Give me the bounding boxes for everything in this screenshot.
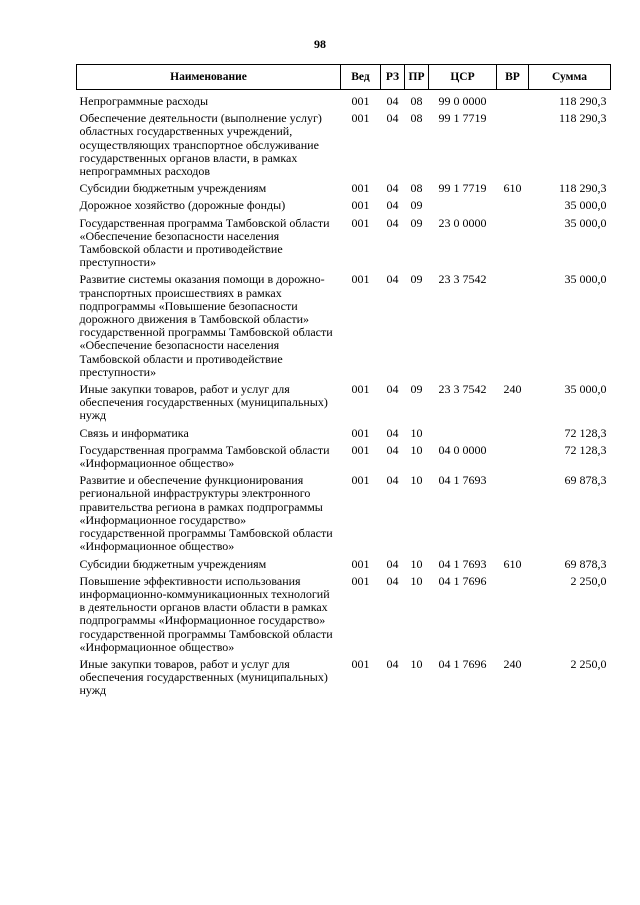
cell-vr xyxy=(497,427,529,444)
cell-sum: 35 000,0 xyxy=(564,272,607,287)
cell-vr xyxy=(497,273,529,383)
cell-name: Связь и информатика xyxy=(79,425,189,440)
cell-rz: 04 xyxy=(386,181,399,196)
cell-vr xyxy=(497,217,529,274)
table-row xyxy=(77,273,611,383)
cell-ved: 001 xyxy=(351,215,370,230)
table-row xyxy=(77,427,611,444)
cell-pr: 09 xyxy=(410,272,423,287)
cell-csr xyxy=(429,199,497,216)
cell-csr: 99 0 0000 xyxy=(438,94,487,108)
cell-sum: 72 128,3 xyxy=(564,442,607,457)
cell-vr xyxy=(497,444,529,474)
cell-rz: 04 xyxy=(386,556,399,571)
cell-rz: 04 xyxy=(386,656,399,671)
cell-vr: 240 xyxy=(503,382,522,397)
cell-csr: 99 1 7719 xyxy=(438,181,487,196)
table-row xyxy=(77,558,611,575)
budget-table xyxy=(76,64,611,702)
header-pr: ПР xyxy=(405,65,429,90)
cell-csr: 23 0 0000 xyxy=(438,215,487,230)
table-row xyxy=(77,658,611,702)
cell-pr: 08 xyxy=(410,94,423,108)
cell-vr xyxy=(497,474,529,557)
cell-name: Субсидии бюджетным учреждениям xyxy=(79,181,267,196)
cell-name: Развитие системы оказания помощи в дорожно-транспортных происшествиях в рамках подпрограммы «Повышение безопасности дорожного движения в Тамбовской области» государственной программы Тамбовской области «Обеспечение безопасности населения Тамбовской области и противодействие преступности» xyxy=(79,272,333,379)
cell-csr: 04 1 7696 xyxy=(438,573,487,588)
cell-vr: 610 xyxy=(503,181,522,196)
table-row xyxy=(77,444,611,474)
table-row xyxy=(77,575,611,658)
cell-sum: 118 290,3 xyxy=(558,111,607,126)
header-rz: РЗ xyxy=(381,65,405,90)
cell-ved: 001 xyxy=(351,94,370,108)
header-ved: Вед xyxy=(341,65,381,90)
table-row xyxy=(77,474,611,557)
cell-vr xyxy=(497,90,529,113)
cell-name: Государственная программа Тамбовской области «Обеспечение безопасности населения Тамбовской области и противодействие преступности» xyxy=(79,215,330,270)
cell-rz: 04 xyxy=(386,382,399,397)
cell-pr: 10 xyxy=(410,656,423,671)
cell-pr: 08 xyxy=(410,111,423,126)
cell-name: Повышение эффективности использования информационно-коммуникационных технологий в деятельности органов власти области в рамках подпрограммы «Информационное государство» государственной программы Тамбовской области «Информационное общество» xyxy=(79,573,333,654)
cell-pr: 09 xyxy=(410,215,423,230)
cell-name: Государственная программа Тамбовской области «Информационное общество» xyxy=(79,442,330,471)
cell-sum: 2 250,0 xyxy=(570,573,607,588)
cell-rz: 04 xyxy=(386,272,399,287)
cell-ved: 001 xyxy=(351,473,370,488)
table-row xyxy=(77,112,611,182)
cell-csr: 23 3 7542 xyxy=(438,382,487,397)
cell-csr: 04 1 7696 xyxy=(438,656,487,671)
cell-vr: 240 xyxy=(503,656,522,671)
cell-sum: 118 290,3 xyxy=(558,94,607,108)
cell-rz: 04 xyxy=(386,215,399,230)
cell-name: Субсидии бюджетным учреждениям xyxy=(79,556,267,571)
cell-rz: 04 xyxy=(386,425,399,440)
cell-pr: 09 xyxy=(410,382,423,397)
cell-pr: 10 xyxy=(410,425,423,440)
cell-pr: 10 xyxy=(410,556,423,571)
cell-sum: 2 250,0 xyxy=(570,656,607,671)
cell-ved: 001 xyxy=(351,272,370,287)
cell-pr: 09 xyxy=(410,198,423,213)
cell-ved: 001 xyxy=(351,382,370,397)
cell-sum: 69 878,3 xyxy=(564,556,607,571)
cell-rz: 04 xyxy=(386,473,399,488)
cell-ved: 001 xyxy=(351,198,370,213)
table-row xyxy=(77,217,611,274)
cell-name: Обеспечение деятельности (выполнение услуг) областных государственных учреждений, осуществляющих транспортное обслуживание государственных органов власти, в рамках непрограммных расходов xyxy=(79,111,322,179)
table-row xyxy=(77,182,611,199)
cell-csr: 04 1 7693 xyxy=(438,556,487,571)
cell-name: Иные закупки товаров, работ и услуг для обеспечения государственных (муниципальных) нужд xyxy=(79,656,328,698)
cell-csr: 23 3 7542 xyxy=(438,272,487,287)
cell-sum: 35 000,0 xyxy=(564,382,607,397)
header-vr: ВР xyxy=(497,65,529,90)
cell-ved: 001 xyxy=(351,573,370,588)
cell-ved: 001 xyxy=(351,425,370,440)
cell-vr xyxy=(497,575,529,658)
cell-pr: 08 xyxy=(410,181,423,196)
cell-rz: 04 xyxy=(386,198,399,213)
cell-name: Дорожное хозяйство (дорожные фонды) xyxy=(79,198,286,213)
cell-name: Непрограммные расходы xyxy=(79,94,209,108)
cell-sum: 72 128,3 xyxy=(564,425,607,440)
table-row xyxy=(77,90,611,113)
table-row xyxy=(77,199,611,216)
cell-rz: 04 xyxy=(386,111,399,126)
cell-pr: 10 xyxy=(410,473,423,488)
cell-sum: 35 000,0 xyxy=(564,198,607,213)
cell-sum: 69 878,3 xyxy=(564,473,607,488)
table-header-row xyxy=(77,65,611,90)
table-row xyxy=(77,383,611,427)
cell-name: Развитие и обеспечение функционирования региональной инфраструктуры электронного правительства региона в рамках подпрограммы «Информационное государство» государственной программы Тамбовской области «Информационное общество» xyxy=(79,473,333,554)
cell-ved: 001 xyxy=(351,656,370,671)
cell-name: Иные закупки товаров, работ и услуг для обеспечения государственных (муниципальных) нужд xyxy=(79,382,328,423)
cell-csr: 04 1 7693 xyxy=(438,473,487,488)
cell-vr xyxy=(497,199,529,216)
cell-vr: 610 xyxy=(503,556,522,571)
cell-csr: 99 1 7719 xyxy=(438,111,487,126)
cell-rz: 04 xyxy=(386,94,399,108)
cell-vr xyxy=(497,112,529,182)
cell-ved: 001 xyxy=(351,556,370,571)
table-body xyxy=(77,90,611,702)
cell-rz: 04 xyxy=(386,442,399,457)
cell-rz: 04 xyxy=(386,573,399,588)
header-sum: Сумма xyxy=(529,65,611,90)
cell-sum: 118 290,3 xyxy=(558,181,607,196)
cell-pr: 10 xyxy=(410,442,423,457)
cell-pr: 10 xyxy=(410,573,423,588)
header-csr: ЦСР xyxy=(429,65,497,90)
cell-ved: 001 xyxy=(351,111,370,126)
header-name: Наименование xyxy=(77,65,341,90)
cell-ved: 001 xyxy=(351,442,370,457)
cell-csr: 04 0 0000 xyxy=(438,442,487,457)
cell-ved: 001 xyxy=(351,181,370,196)
page-number: 98 xyxy=(314,37,326,51)
cell-csr xyxy=(429,427,497,444)
cell-sum: 35 000,0 xyxy=(564,215,607,230)
